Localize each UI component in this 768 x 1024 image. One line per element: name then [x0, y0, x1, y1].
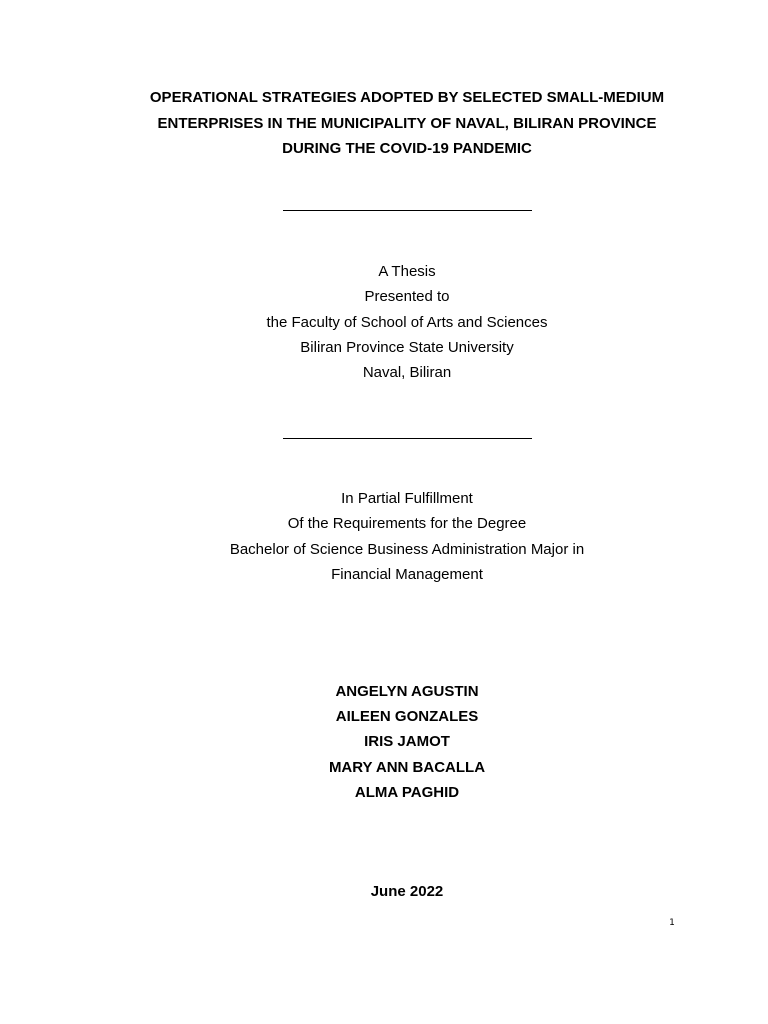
- title-line: OPERATIONAL STRATEGIES ADOPTED BY SELECTED SMALL-MEDIUM: [149, 89, 665, 106]
- authors-list: [0, 679, 768, 805]
- page-number: 1: [669, 918, 675, 928]
- author-name: AILEEN GONZALES: [335, 708, 479, 726]
- author-name: ANGELYN AGUSTIN: [335, 683, 479, 700]
- fulfillment-line: Of the Requirements for the Degree: [287, 515, 527, 533]
- submission-date: June 2022: [370, 883, 444, 900]
- fulfillment-line: Financial Management: [331, 565, 483, 583]
- presentation-line: Naval, Biliran: [362, 364, 452, 382]
- author-name: IRIS JAMOT: [364, 733, 450, 751]
- fulfillment-line: Bachelor of Science Business Administration Major in: [229, 540, 585, 558]
- title-line: DURING THE COVID-19 PANDEMIC: [282, 140, 532, 157]
- thesis-title: [0, 85, 768, 162]
- presentation-line: Presented to: [364, 288, 450, 306]
- presentation-line: Biliran Province State University: [300, 338, 514, 356]
- fulfillment-block: [0, 486, 768, 587]
- divider-line: [283, 210, 532, 211]
- presentation-block: [0, 259, 768, 385]
- title-line: ENTERPRISES IN THE MUNICIPALITY OF NAVAL, BILIRAN PROVINCE: [157, 114, 657, 132]
- presentation-line: A Thesis: [378, 263, 436, 280]
- author-name: ALMA PAGHID: [354, 783, 460, 801]
- presentation-line: the Faculty of School of Arts and Sciences: [266, 313, 548, 331]
- fulfillment-line: In Partial Fulfillment: [341, 490, 473, 507]
- divider-line: [283, 438, 532, 439]
- author-name: MARY ANN BACALLA: [328, 758, 486, 776]
